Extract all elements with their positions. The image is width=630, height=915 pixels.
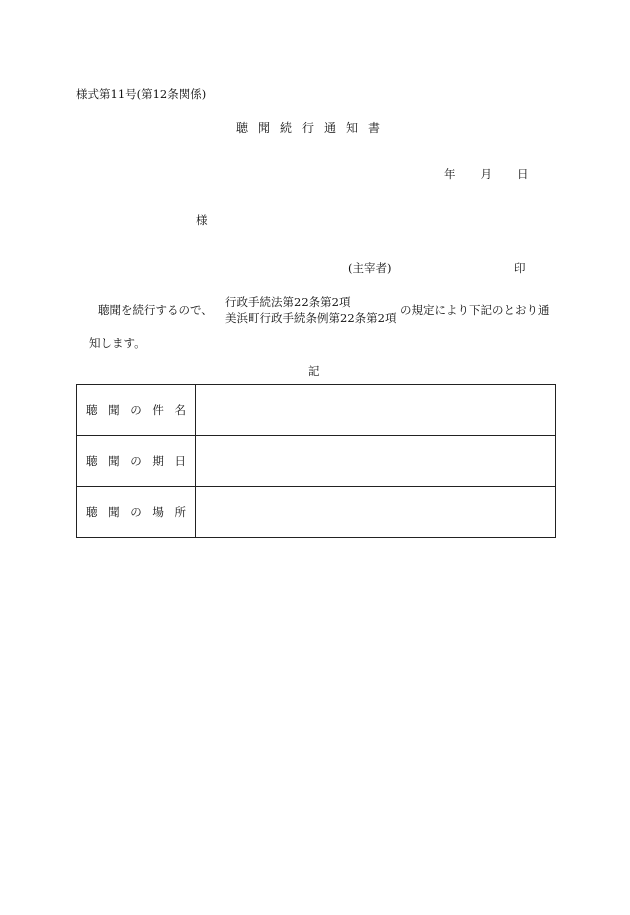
law-reference-2: 美浜町行政手続条例第22条第2項	[225, 311, 397, 325]
row-label: 聴 聞 の 件 名	[86, 403, 186, 417]
table-row	[77, 487, 556, 538]
form-number: 様式第11号(第12条関係)	[76, 87, 207, 101]
row-label-cell	[77, 436, 196, 487]
seal-mark: 印	[514, 261, 526, 275]
date-line	[444, 166, 529, 182]
record-mark: 記	[308, 364, 320, 378]
row-value-cell[interactable]	[196, 385, 556, 436]
body-lead: 聴聞を続行するので、	[98, 303, 213, 317]
row-value-cell[interactable]	[196, 487, 556, 538]
row-value-cell[interactable]	[196, 436, 556, 487]
date-month: 月	[480, 167, 492, 181]
body-line-2: 知します。	[89, 336, 146, 350]
body-tail: の規定により下記のとおり通	[400, 303, 550, 317]
table-row	[77, 436, 556, 487]
addressee-suffix: 様	[196, 213, 208, 227]
row-label-cell	[77, 487, 196, 538]
hearing-details-table	[76, 384, 556, 538]
date-day: 日	[517, 167, 529, 181]
row-label: 聴 聞 の 場 所	[86, 505, 186, 519]
document-title: 聴聞続行通知書	[236, 121, 391, 135]
table-row	[77, 385, 556, 436]
row-label-cell	[77, 385, 196, 436]
law-reference-1: 行政手続法第22条第2項	[225, 295, 351, 309]
date-year: 年	[444, 167, 456, 181]
row-label: 聴 聞 の 期 日	[86, 454, 186, 468]
organizer-label: (主宰者)	[348, 261, 392, 275]
